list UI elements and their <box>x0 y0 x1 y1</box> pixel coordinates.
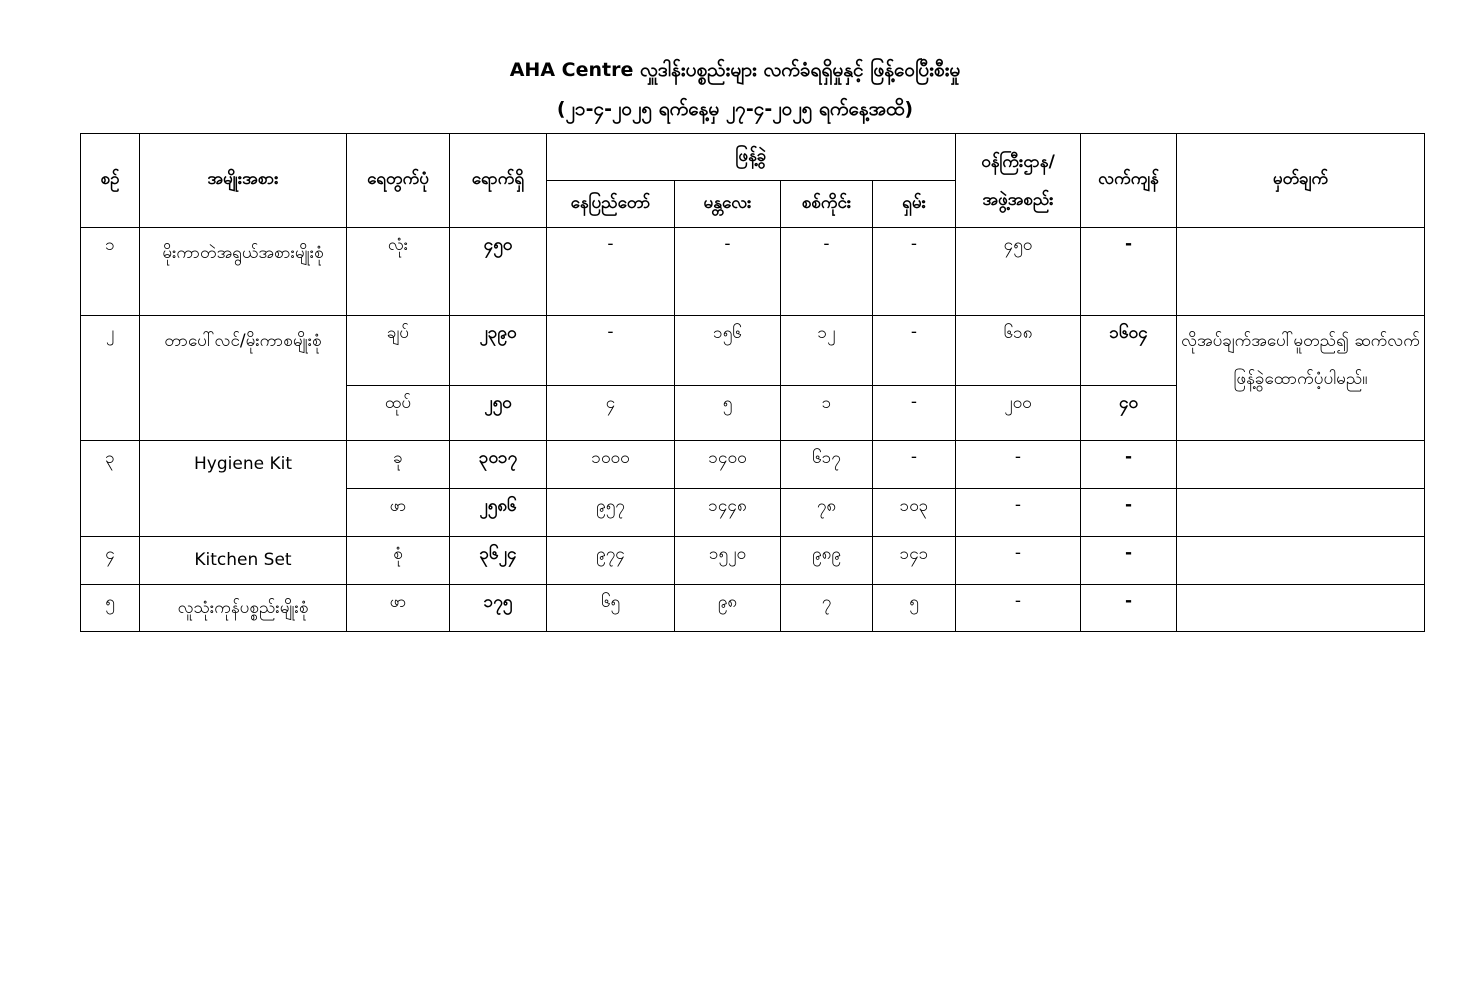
cell-naypyitaw: - <box>547 316 675 386</box>
cell-mandalay: ၉၈ <box>675 585 781 632</box>
cell-unit: ဖာ <box>347 489 450 537</box>
cell-remaining: ၁၆၀၄ <box>1081 316 1177 386</box>
cell-remaining: ၄၀ <box>1081 386 1177 441</box>
cell-unit: ဖာ <box>347 585 450 632</box>
cell-shan: ၅ <box>873 585 956 632</box>
cell-sagaing: ၁၂ <box>781 316 873 386</box>
cell-ministry: ၆၁၈ <box>956 316 1081 386</box>
cell-no: ၃ <box>81 441 140 537</box>
cell-remarks <box>1177 489 1425 537</box>
header-ministry-line2: အဖွဲ့အစည်း <box>982 189 1054 210</box>
table-row <box>81 585 1425 632</box>
cell-sagaing: ၇ <box>781 585 873 632</box>
cell-naypyitaw: - <box>547 228 675 316</box>
cell-item: တာပေါ်လင်/မိုးကာစမျိုးစုံ <box>140 316 347 441</box>
cell-remaining: - <box>1081 489 1177 537</box>
cell-mandalay: ၅ <box>675 386 781 441</box>
cell-unit: ထုပ် <box>347 386 450 441</box>
cell-shan: ၁၄၁ <box>873 537 956 585</box>
header-received: ရောက်ရှိ <box>450 134 547 228</box>
cell-remaining: - <box>1081 441 1177 489</box>
cell-remarks <box>1177 441 1425 489</box>
cell-ministry: - <box>956 537 1081 585</box>
cell-received: ၂၅၈၆ <box>450 489 547 537</box>
cell-item: Hygiene Kit <box>140 441 347 537</box>
header-naypyitaw: နေပြည်တော် <box>547 181 675 228</box>
cell-sagaing: ၆၁၇ <box>781 441 873 489</box>
header-remaining: လက်ကျန် <box>1081 134 1177 228</box>
cell-sagaing: ၇၈ <box>781 489 873 537</box>
cell-remaining: - <box>1081 537 1177 585</box>
header-distributed: ဖြန့်ခွဲ <box>547 134 956 181</box>
cell-mandalay: ၁၄၀၀ <box>675 441 781 489</box>
cell-mandalay: ၁၅၂၀ <box>675 537 781 585</box>
cell-received: ၃၀၁၇ <box>450 441 547 489</box>
cell-item: လူသုံးကုန်ပစ္စည်းမျိုးစုံ <box>140 585 347 632</box>
cell-remarks <box>1177 228 1425 316</box>
cell-mandalay: ၁၄၄၈ <box>675 489 781 537</box>
cell-naypyitaw: ၆၅ <box>547 585 675 632</box>
cell-no: ၅ <box>81 585 140 632</box>
page-title: AHA Centre လှူဒါန်းပစ္စည်းများ လက်ခံရရှိမှုနှင့် ဖြန့်ဝေပြီးစီးမှု <box>509 59 961 81</box>
cell-item: မိုးကာတဲအရွယ်အစားမျိုးစုံ <box>140 228 347 316</box>
header-remarks: မှတ်ချက် <box>1177 134 1425 228</box>
cell-shan: - <box>873 441 956 489</box>
cell-naypyitaw: ၉၇၄ <box>547 537 675 585</box>
cell-shan: - <box>873 228 956 316</box>
cell-remarks <box>1177 585 1425 632</box>
cell-shan: ၁၀၃ <box>873 489 956 537</box>
date-range-subtitle: (၂၁-၄-၂၀၂၅ ရက်နေ့မှ ၂၇-၄-၂၀၂၅ ရက်နေ့အထိ) <box>556 98 914 120</box>
header-item: အမျိုးအစား <box>140 134 347 228</box>
header-ministry-line1: ဝန်ကြီးဌာန/ <box>981 151 1055 172</box>
distribution-table <box>80 133 1425 632</box>
cell-ministry: ၄၅၀ <box>956 228 1081 316</box>
header-mandalay: မန္တလေး <box>675 181 781 228</box>
header-shan: ရှမ်း <box>873 181 956 228</box>
cell-sagaing: - <box>781 228 873 316</box>
cell-received: ၄၅၀ <box>450 228 547 316</box>
cell-received: ၃၆၂၄ <box>450 537 547 585</box>
cell-received: ၂၅၀ <box>450 386 547 441</box>
cell-remarks: လိုအပ်ချက်အပေါ်မူတည်၍ ဆက်လက်ဖြန့်ခွဲထောက်ပံ့ပါမည်။ <box>1177 316 1425 441</box>
cell-shan: - <box>873 316 956 386</box>
cell-sagaing: ၁ <box>781 386 873 441</box>
cell-unit: ခု <box>347 441 450 489</box>
cell-ministry: ၂၀၀ <box>956 386 1081 441</box>
cell-received: ၁၇၅ <box>450 585 547 632</box>
table-row <box>81 316 1425 386</box>
cell-ministry: - <box>956 441 1081 489</box>
cell-mandalay: ၁၅၆ <box>675 316 781 386</box>
header-sagaing: စစ်ကိုင်း <box>781 181 873 228</box>
cell-no: ၁ <box>81 228 140 316</box>
cell-no: ၄ <box>81 537 140 585</box>
cell-remaining: - <box>1081 585 1177 632</box>
cell-naypyitaw: ၄ <box>547 386 675 441</box>
cell-ministry: - <box>956 489 1081 537</box>
header-no: စဉ် <box>81 134 140 228</box>
table-row <box>81 441 1425 489</box>
cell-unit: စုံ <box>347 537 450 585</box>
cell-remarks <box>1177 537 1425 585</box>
header-ministry <box>956 134 1081 228</box>
table-row <box>81 228 1425 316</box>
table-row <box>81 537 1425 585</box>
cell-unit: လုံး <box>347 228 450 316</box>
cell-ministry: - <box>956 585 1081 632</box>
cell-sagaing: ၉၈၉ <box>781 537 873 585</box>
header-unit: ရေတွက်ပုံ <box>347 134 450 228</box>
cell-shan: - <box>873 386 956 441</box>
cell-mandalay: - <box>675 228 781 316</box>
cell-naypyitaw: ၁၀၀၀ <box>547 441 675 489</box>
cell-remaining: - <box>1081 228 1177 316</box>
cell-received: ၂၃၉၀ <box>450 316 547 386</box>
cell-no: ၂ <box>81 316 140 441</box>
cell-item: Kitchen Set <box>140 537 347 585</box>
cell-unit: ချပ် <box>347 316 450 386</box>
cell-naypyitaw: ၉၅၇ <box>547 489 675 537</box>
